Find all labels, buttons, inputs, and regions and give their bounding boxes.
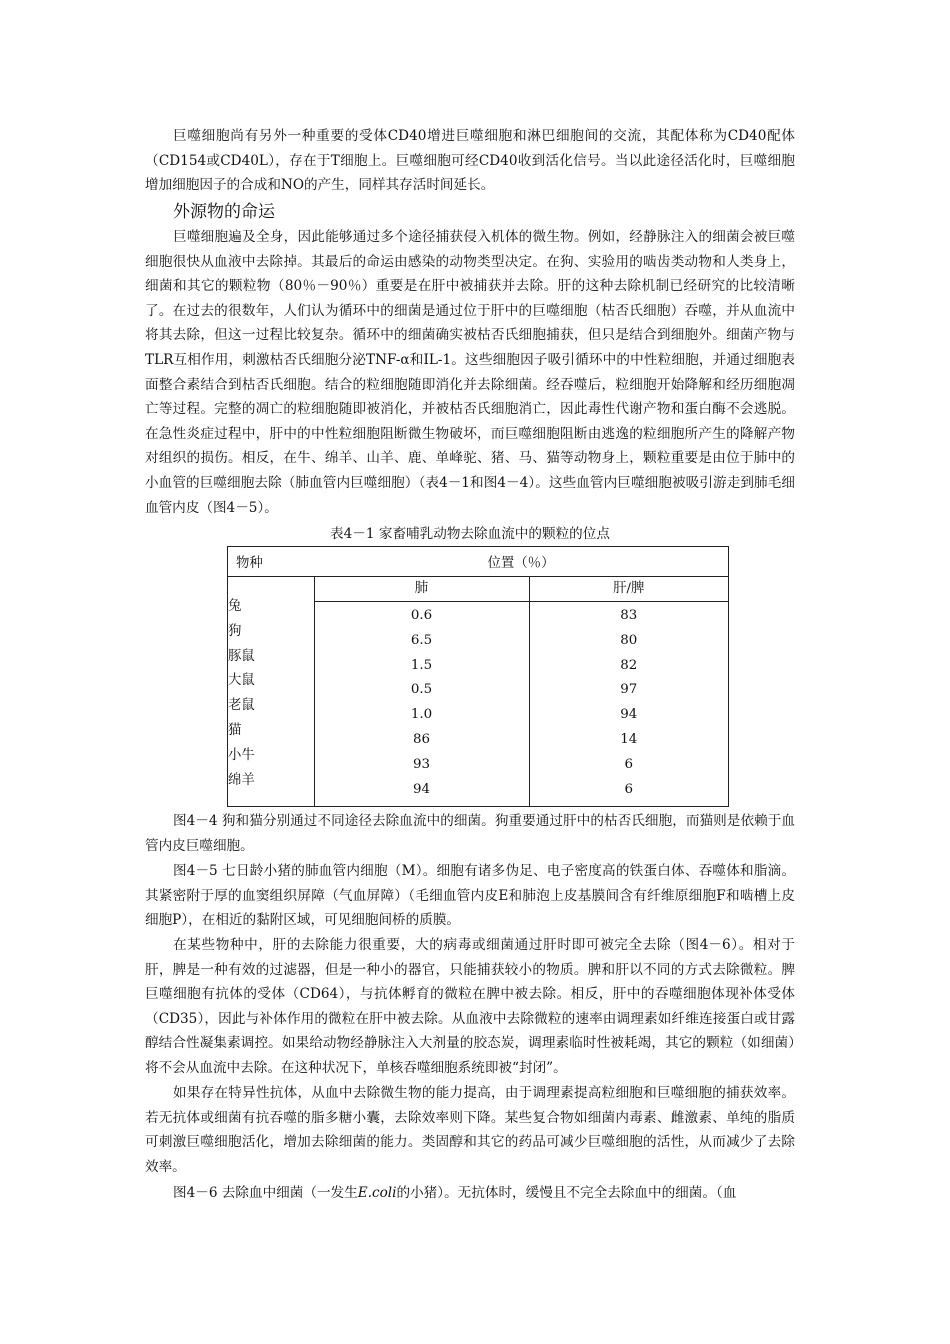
species-cell: 猫 [228, 722, 242, 738]
figure-caption-4-6 [145, 1181, 795, 1206]
table-caption: 表4－1 家畜哺乳动物去除血流中的颗粒的位点 [330, 526, 610, 542]
liver-value: 97 [620, 682, 638, 698]
lung-values [314, 602, 529, 807]
header-species: 物种 [236, 556, 263, 571]
figure-caption-4-5: 图4－5 七日龄小猪的肺血管内细胞（M）。细胞有诸多伪足、电子密度高的铁蛋白体、吞噬体和脂滴。其紧密附于厚的血窦组织屏障（气血屏障）（毛细血管内皮E和肺泡上皮基膜间含有纤维原细胞F和啮槽上皮细胞P），在相近的黏附区域，可见细胞间桥的质膜。 [145, 863, 795, 929]
species-cell: 狗 [228, 623, 242, 639]
liver-value: 82 [620, 657, 638, 673]
header-lung: 肺 [314, 577, 529, 602]
lung-value: 86 [412, 731, 431, 747]
lung-value: 0.5 [410, 682, 433, 698]
section-heading: 外源物的命运 [173, 202, 275, 222]
liver-value: 83 [620, 608, 638, 623]
paragraph-spleen-liver: 在某些物种中，肝的去除能力很重要，大的病毒或细菌通过肝时即可被完全去除（图4－6）。相对于肝，脾是一种有效的过滤器，但是一种小的器官，只能捕获较小的物质。脾和肝以不同的方式去除微粒。脾巨噬细胞有抗体的受体（CD64），与抗体孵育的微粒在脾中被去除。相反，肝中的吞噬细胞体现补体受体（CD35），因此与补体作用的微粒在肝中被去除。从血液中去除微粒的速率由调理素如纤维连接蛋白或甘露醇结合性凝集素调控。如果给动物经静脉注入大剂量的胶态炭，调理素临时性被耗竭，其它的颗粒（如细菌）将不会从血流中去除。在这种状况下，单核吞噬细胞系统即被“封闭”。 [145, 937, 795, 1076]
liver-value: 14 [620, 731, 638, 747]
header-liver-spleen: 肝/脾 [529, 577, 729, 602]
species-cell: 老鼠 [228, 698, 255, 714]
paragraph-cd40: 巨噬细胞尚有另外一种重要的受体CD40增进巨噬细胞和淋巴细胞间的交流，其配体称为CD40配体（CD154或CD40L），存在于T细胞上。巨噬细胞可经CD40收到活化信号。当以此途径活化时，巨噬细胞增加细胞因子的合成和NO的产生，同样其存活时间延长。 [145, 128, 795, 194]
table-header-row [228, 547, 729, 577]
lung-value: 1.5 [410, 657, 433, 673]
liver-values [529, 602, 729, 807]
lung-value: 94 [412, 781, 431, 797]
species-cell: 豚鼠 [228, 648, 255, 664]
table-subheader-row [228, 577, 729, 602]
figure-caption-4-4: 图4－4 狗和猫分别通过不同途径去除血流中的细菌。狗重要通过肝中的枯否氏细胞，而猫则是依赖于血管内皮巨噬细胞。 [145, 813, 795, 854]
header-location: 位置（％） [487, 556, 555, 571]
lung-value: 0.6 [410, 608, 433, 623]
species-cell: 小牛 [228, 747, 255, 763]
liver-value: 80 [620, 632, 638, 648]
fig46-text-a: 图4－6 去除血中细菌（一发生 [173, 1185, 358, 1201]
liver-value: 94 [620, 707, 638, 723]
liver-value: 6 [624, 781, 634, 797]
fig46-text-b: 的小猪）。无抗体时，缓慢且不完全去除血中的细菌。（血 [396, 1185, 737, 1201]
lung-value: 93 [412, 756, 431, 772]
paragraph-fate: 巨噬细胞遍及全身，因此能够通过多个途径捕获侵入机体的微生物。例如，经静脉注入的细菌会被巨噬细胞很快从血液中去除掉。其最后的命运由感染的动物类型决定。在狗、实验用的啮齿类动物和人类身上，细菌和其它的颗粒物（80％－90％）重要是在肝中被捕获并去除。肝的这种去除机制已经研究的比较清晰了。在过去的很数年，人们认为循环中的细菌是通过位于肝中的巨噬细胞（枯否氏细胞）吞噬，并从血流中将其去除，但这一过程比较复杂。循环中的细菌确实被枯否氏细胞捕获，但只是结合到细胞外。细菌产物与TLR互相作用，刺激枯否氏细胞分泌TNF-α和IL-1。这些细胞因子吸引循环中的中性粒细胞，并通过细胞表面整合素结合到枯否氏细胞。结合的粒细胞随即消化并去除细菌。经吞噬后，粒细胞开始降解和经历细胞凋亡等过程。完整的凋亡的粒细胞随即被消化，并被枯否氏细胞消亡，因此毒性代谢产物和蛋白酶不会逃脱。在急性炎症过程中，肝中的中性粒细胞阻断微生物破坏，而巨噬细胞阻断由逃逸的粒细胞所产生的降解产物对组织的损伤。相反，在牛、绵羊、山羊、鹿、单峰驼、猪、马、猫等动物身上，颗粒重要是由位于肺中的小血管的巨噬细胞去除（肺血管内巨噬细胞）（表4－1和图4－4）。这些血管内巨噬细胞被吸引游走到肺毛细血管内皮（图4－5）。 [145, 229, 795, 516]
lung-value: 6.5 [410, 632, 433, 648]
species-column [228, 577, 315, 807]
species-cell: 绵羊 [228, 772, 255, 788]
species-cell: 大鼠 [228, 673, 255, 689]
liver-value: 6 [624, 756, 634, 772]
paragraph-antibody: 如果存在特异性抗体，从血中去除微生物的能力提高，由于调理素提高粒细胞和巨噬细胞的捕获效率。若无抗体或细菌有抗吞噬的脂多糖小囊，去除效率则下降。某些复合物如细菌内毒素、雌激素、单纯的脂质可刺激巨噬细胞活化，增加去除细菌的能力。类固醇和其它的药品可减少巨噬细胞的活性，从而减少了去除效率。 [145, 1085, 795, 1175]
lung-value: 1.0 [410, 707, 433, 723]
fig46-species: E.coli [357, 1185, 397, 1201]
species-cell: 兔 [228, 599, 242, 614]
particle-removal-table [227, 546, 729, 807]
